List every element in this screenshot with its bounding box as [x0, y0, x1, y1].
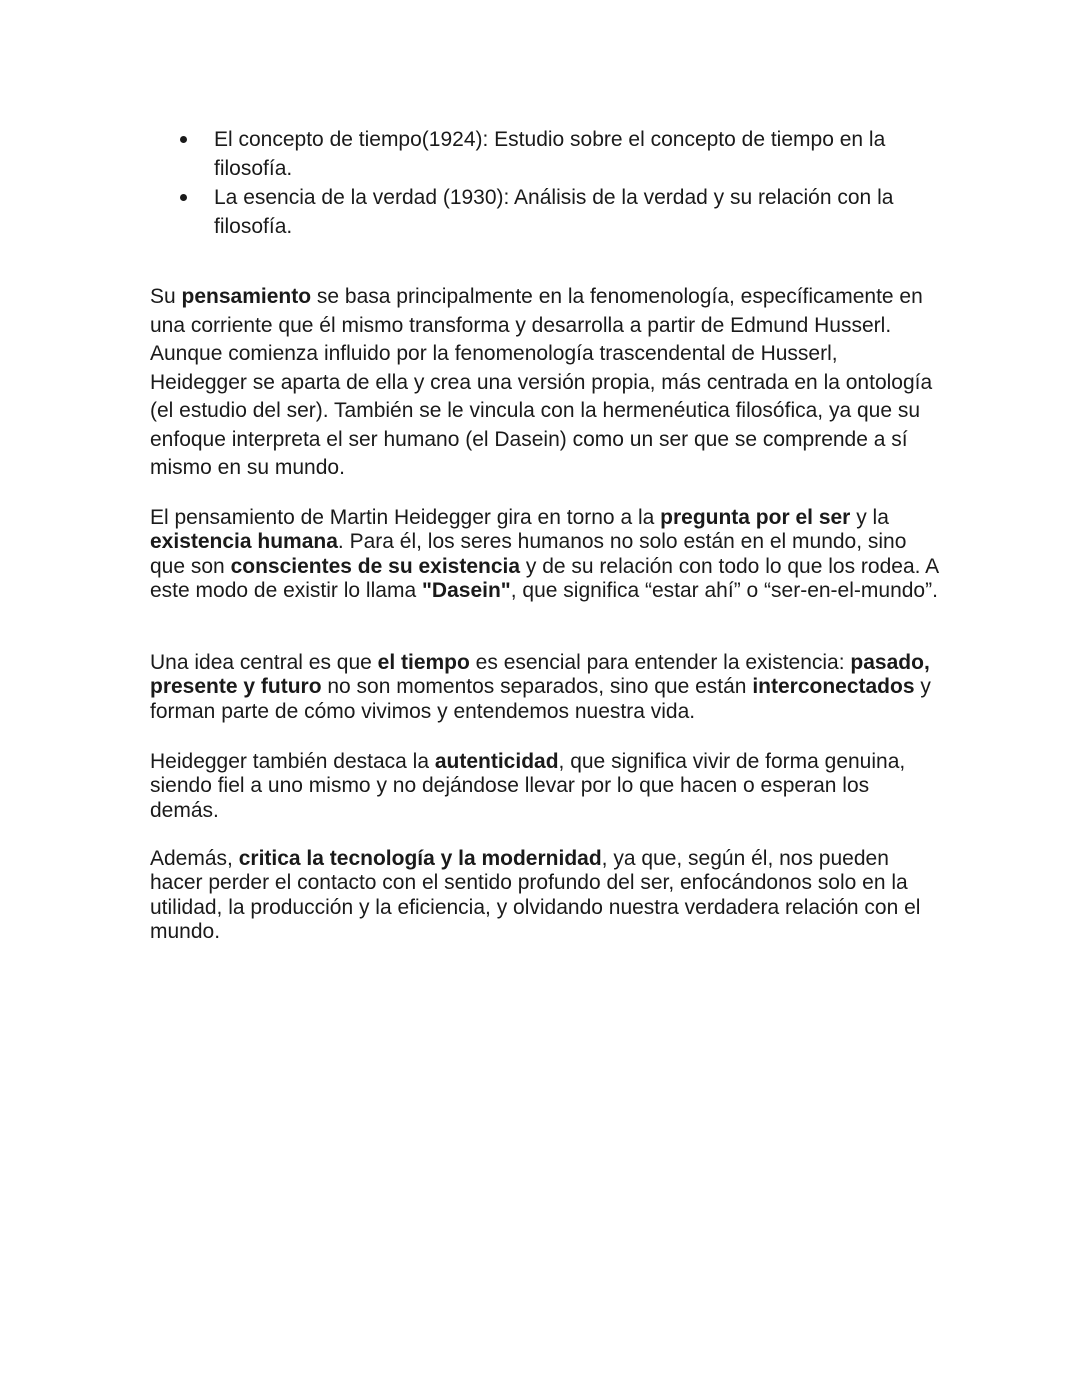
bold-run: "Dasein" — [421, 579, 511, 603]
bold-run: autenticidad — [434, 750, 559, 773]
text-run: , ya que, según él, nos pueden hacer perder el contacto con el sentido profundo del ser, enfocándonos solo en la utilidad, la producción y la eficiencia, y olvidando nuestra verdadera relación con el mundo. — [150, 847, 921, 944]
bullet-item: El concepto de tiempo(1924): Estudio sobre el concepto de tiempo en la filosofía. — [150, 125, 930, 183]
works-bullet-list — [150, 125, 930, 241]
text-run: no son momentos separados, sino que están — [321, 675, 753, 699]
paragraph-el-tiempo — [150, 651, 940, 724]
bold-run: existencia humana — [150, 530, 338, 554]
paragraph-pregunta-por-el-ser — [150, 506, 940, 604]
bold-run: el tiempo — [377, 651, 470, 674]
text-run: Además, — [150, 847, 239, 870]
text-run: y la — [850, 506, 889, 529]
paragraph-tecnologia — [150, 847, 940, 945]
bold-run: pasado, presente y futuro — [150, 651, 930, 699]
text-run: , que significa vivir de forma genuina, siendo fiel a uno mismo y no dejándose llevar por lo que hacen o esperan los demás. — [150, 750, 906, 822]
text-run: y de su relación con todo lo que los rodea. A este modo de existir lo llama — [150, 554, 938, 603]
text-run: y forman parte de cómo vivimos y entendemos nuestra vida. — [150, 675, 931, 723]
text-run: es esencial para entender la existencia: — [469, 651, 851, 674]
bold-run: conscientes de su existencia — [230, 554, 521, 578]
bold-run: pregunta por el ser — [660, 506, 851, 529]
bold-run: pensamiento — [181, 285, 312, 308]
text-run: se basa principalmente en la fenomenología, específicamente en una corriente que él mismo transforma y desarrolla a partir de Edmund Husserl. Aunque comienza influido por la fenomenología trascendental de Husserl, Heidegger se aparta de ella y crea una versión propia, más centrada en la ontología (el estudio del ser). También se le vincula con la hermenéutica filosófica, ya que su enfoque interpreta el ser humano (el Dasein) como un ser que se comprende a sí mismo en su mundo. — [150, 285, 933, 479]
bold-run: interconectados — [752, 675, 915, 699]
text-run: Una idea central es que — [150, 651, 378, 674]
text-run: El pensamiento de Martin Heidegger gira en torno a la — [150, 506, 661, 529]
bullet-item: La esencia de la verdad (1930): Análisis de la verdad y su relación con la filosofía. — [150, 183, 930, 241]
text-run: . Para él, los seres humanos no solo están en el mundo, sino que son — [150, 530, 907, 578]
paragraph-autenticidad — [150, 750, 940, 823]
text-run: Heidegger también destaca la — [150, 750, 435, 773]
paragraph-pensamiento — [150, 283, 940, 483]
text-run: , que significa “estar ahí” o “ser-en-el-mundo”. — [510, 579, 938, 603]
text-run: Su — [150, 285, 182, 308]
bold-run: critica la tecnología y la modernidad — [238, 847, 602, 870]
